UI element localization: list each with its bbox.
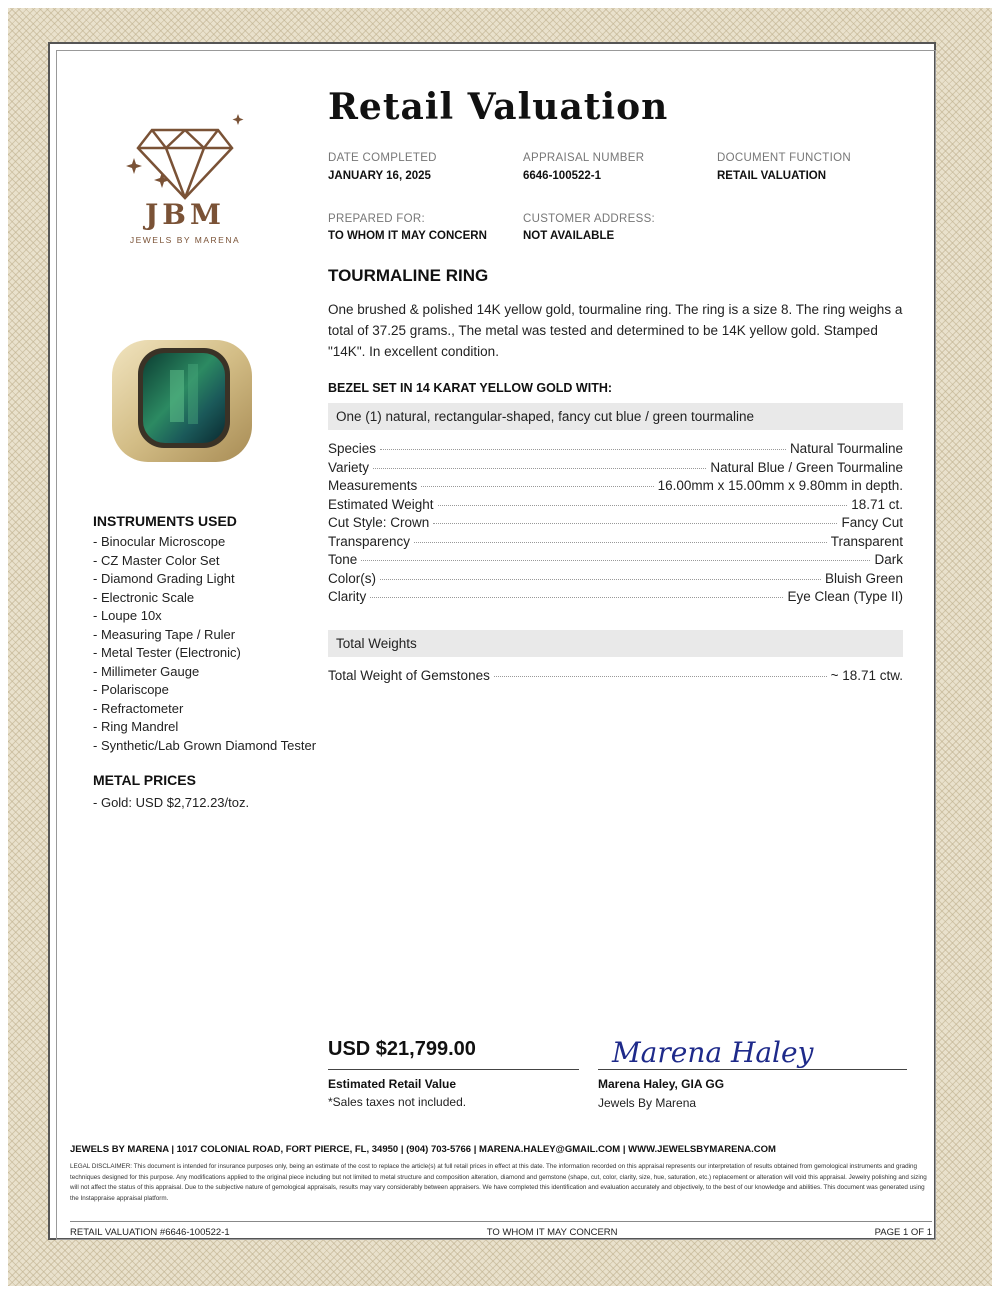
list-item: - Loupe 10x (93, 607, 316, 626)
dot-leader (380, 579, 821, 580)
estimated-price: USD $21,799.00 (328, 1038, 476, 1060)
list-item: - Refractometer (93, 700, 316, 719)
spec-label: Estimated Weight (328, 496, 434, 512)
dot-leader (361, 560, 870, 561)
footer-left: RETAIL VALUATION #6646-100522-1 (70, 1227, 230, 1238)
dot-leader (373, 468, 706, 469)
list-item: - Diamond Grading Light (93, 570, 316, 589)
spec-label: Measurements (328, 478, 418, 493)
dot-leader (438, 505, 848, 506)
customer-address-label: CUSTOMER ADDRESS: (523, 213, 656, 225)
bezel-heading: BEZEL SET IN 14 KARAT YELLOW GOLD WITH: (328, 381, 613, 395)
list-item: - Binocular Microscope (93, 533, 316, 552)
spec-label: Cut Style: Crown (328, 515, 430, 530)
appraiser-name: Marena Haley, GIA GG (598, 1077, 725, 1091)
list-item: - Metal Tester (Electronic) (93, 644, 316, 663)
sales-tax-note: *Sales taxes not included. (328, 1095, 467, 1109)
spec-label: Clarity (328, 589, 367, 604)
dot-leader (414, 542, 827, 543)
list-item: - Ring Mandrel (93, 718, 316, 737)
dot-leader (421, 486, 653, 487)
prepared-for-label: PREPARED FOR: (328, 213, 425, 225)
spec-row (328, 534, 903, 552)
dot-leader (433, 523, 837, 524)
appraisal-number-value: 6646-100522-1 (523, 170, 602, 182)
page-footer (70, 1221, 932, 1238)
footer-address: JEWELS BY MARENA | 1017 COLONIAL ROAD, FORT PIERCE, FL, 34950 | (904) 703-5766 | MARENA.HALEY@GMAIL.COM | WWW.JEWELSBYMARENA.COM (70, 1144, 776, 1155)
spec-value: 16.00mm x 15.00mm x 9.80mm in depth. (657, 478, 903, 493)
spec-value: Bluish Green (824, 570, 903, 586)
spec-value: 18.71 ct. (851, 496, 903, 512)
dot-leader (370, 597, 783, 598)
item-heading: TOURMALINE RING (328, 266, 489, 285)
metal-prices-list (93, 794, 249, 813)
total-weights-bar: Total Weights (328, 630, 903, 657)
list-item: - Electronic Scale (93, 589, 316, 608)
spec-label: Species (328, 441, 377, 456)
instruments-heading: INSTRUMENTS USED (93, 513, 237, 529)
list-item: - Measuring Tape / Ruler (93, 626, 316, 645)
list-item: - Gold: USD $2,712.23/toz. (93, 794, 249, 813)
document-title: Retail Valuation (328, 86, 669, 128)
stone-summary-bar: One (1) natural, rectangular-shaped, fancy cut blue / green tourmaline (328, 403, 903, 430)
spec-value: ~ 18.71 ctw. (830, 668, 903, 683)
ring-photo (108, 334, 256, 466)
spec-row (328, 589, 903, 607)
spec-row (328, 552, 903, 570)
spec-row (328, 515, 903, 533)
list-item: - Synthetic/Lab Grown Diamond Tester (93, 737, 316, 756)
spec-row (328, 460, 903, 478)
legal-disclaimer: LEGAL DISCLAIMER: This document is intended for insurance purposes only, being an estimate of the cost to replace the article(s) at full retail prices in effect at this date. The information recorded on this appraisal represents our interpretation of results obtained from gemological instruments and grading techniques designed for this purpose. Any modifications applied to the original piece including but not limited to metal structure and composition alteration, diamond and gemstone (shape, cut, color, clarity, size, hue, saturation, etc.) replacement or alteration will void this appraisal. Jewelry polishing and sizing will not affect the status of this appraisal. Due to the subjective nature of gemological appraisals, results may vary considerably between appraisers. We have completed this identification and evaluation accurately and objectively, to the best of our knowledge and abilities. This document was generated using the Instappraise appraisal platform. (70, 1163, 927, 1202)
appraiser-company: Jewels By Marena (598, 1096, 697, 1110)
spec-label: Tone (328, 552, 358, 567)
spec-value: Natural Tourmaline (789, 441, 903, 456)
document-function-label: DOCUMENT FUNCTION (717, 152, 851, 164)
price-underline (328, 1069, 579, 1070)
document-function-value: RETAIL VALUATION (717, 170, 827, 182)
spec-label: Color(s) (328, 570, 377, 586)
date-completed-value: JANUARY 16, 2025 (328, 170, 431, 182)
item-description: One brushed & polished 14K yellow gold, tourmaline ring. The ring is a size 8. The ring weighs a total of 37.25 grams., The metal was tested and determined to be 14K yellow gold. Stamped "14K". In excellent condition. (328, 302, 903, 359)
customer-address-value: NOT AVAILABLE (523, 230, 615, 242)
spec-label: Total Weight of Gemstones (328, 668, 490, 683)
prepared-for-value: TO WHOM IT MAY CONCERN (328, 230, 487, 242)
spec-value: Eye Clean (Type II) (787, 589, 903, 604)
dot-leader (494, 676, 827, 677)
date-completed-label: DATE COMPLETED (328, 152, 437, 164)
signature-underline (598, 1069, 907, 1070)
metal-prices-heading: METAL PRICES (93, 772, 196, 788)
logo-subtitle: JEWELS BY MARENA (129, 235, 241, 245)
footer-right: PAGE 1 OF 1 (874, 1227, 932, 1238)
spec-label: Variety (328, 459, 370, 475)
appraisal-number-label: APPRAISAL NUMBER (523, 152, 645, 164)
signature-script: Marena Haley (612, 1036, 814, 1069)
list-item: - Millimeter Gauge (93, 663, 316, 682)
spec-row (328, 441, 903, 459)
spec-value: Dark (874, 552, 903, 567)
total-weight-row (328, 668, 903, 686)
list-item: - Polariscope (93, 681, 316, 700)
dot-leader (380, 449, 786, 450)
spec-row (328, 571, 903, 589)
footer-center: TO WHOM IT MAY CONCERN (486, 1227, 618, 1238)
spec-row (328, 497, 903, 515)
spec-label: Transparency (328, 533, 411, 549)
spec-value: Fancy Cut (841, 515, 903, 530)
spec-row (328, 478, 903, 496)
spec-value: Natural Blue / Green Tourmaline (710, 459, 903, 475)
estimated-value-label: Estimated Retail Value (328, 1077, 457, 1091)
instruments-list (93, 533, 316, 755)
logo-wordmark: JBM (145, 198, 225, 231)
spec-value: Transparent (830, 533, 903, 549)
list-item: - CZ Master Color Set (93, 552, 316, 571)
